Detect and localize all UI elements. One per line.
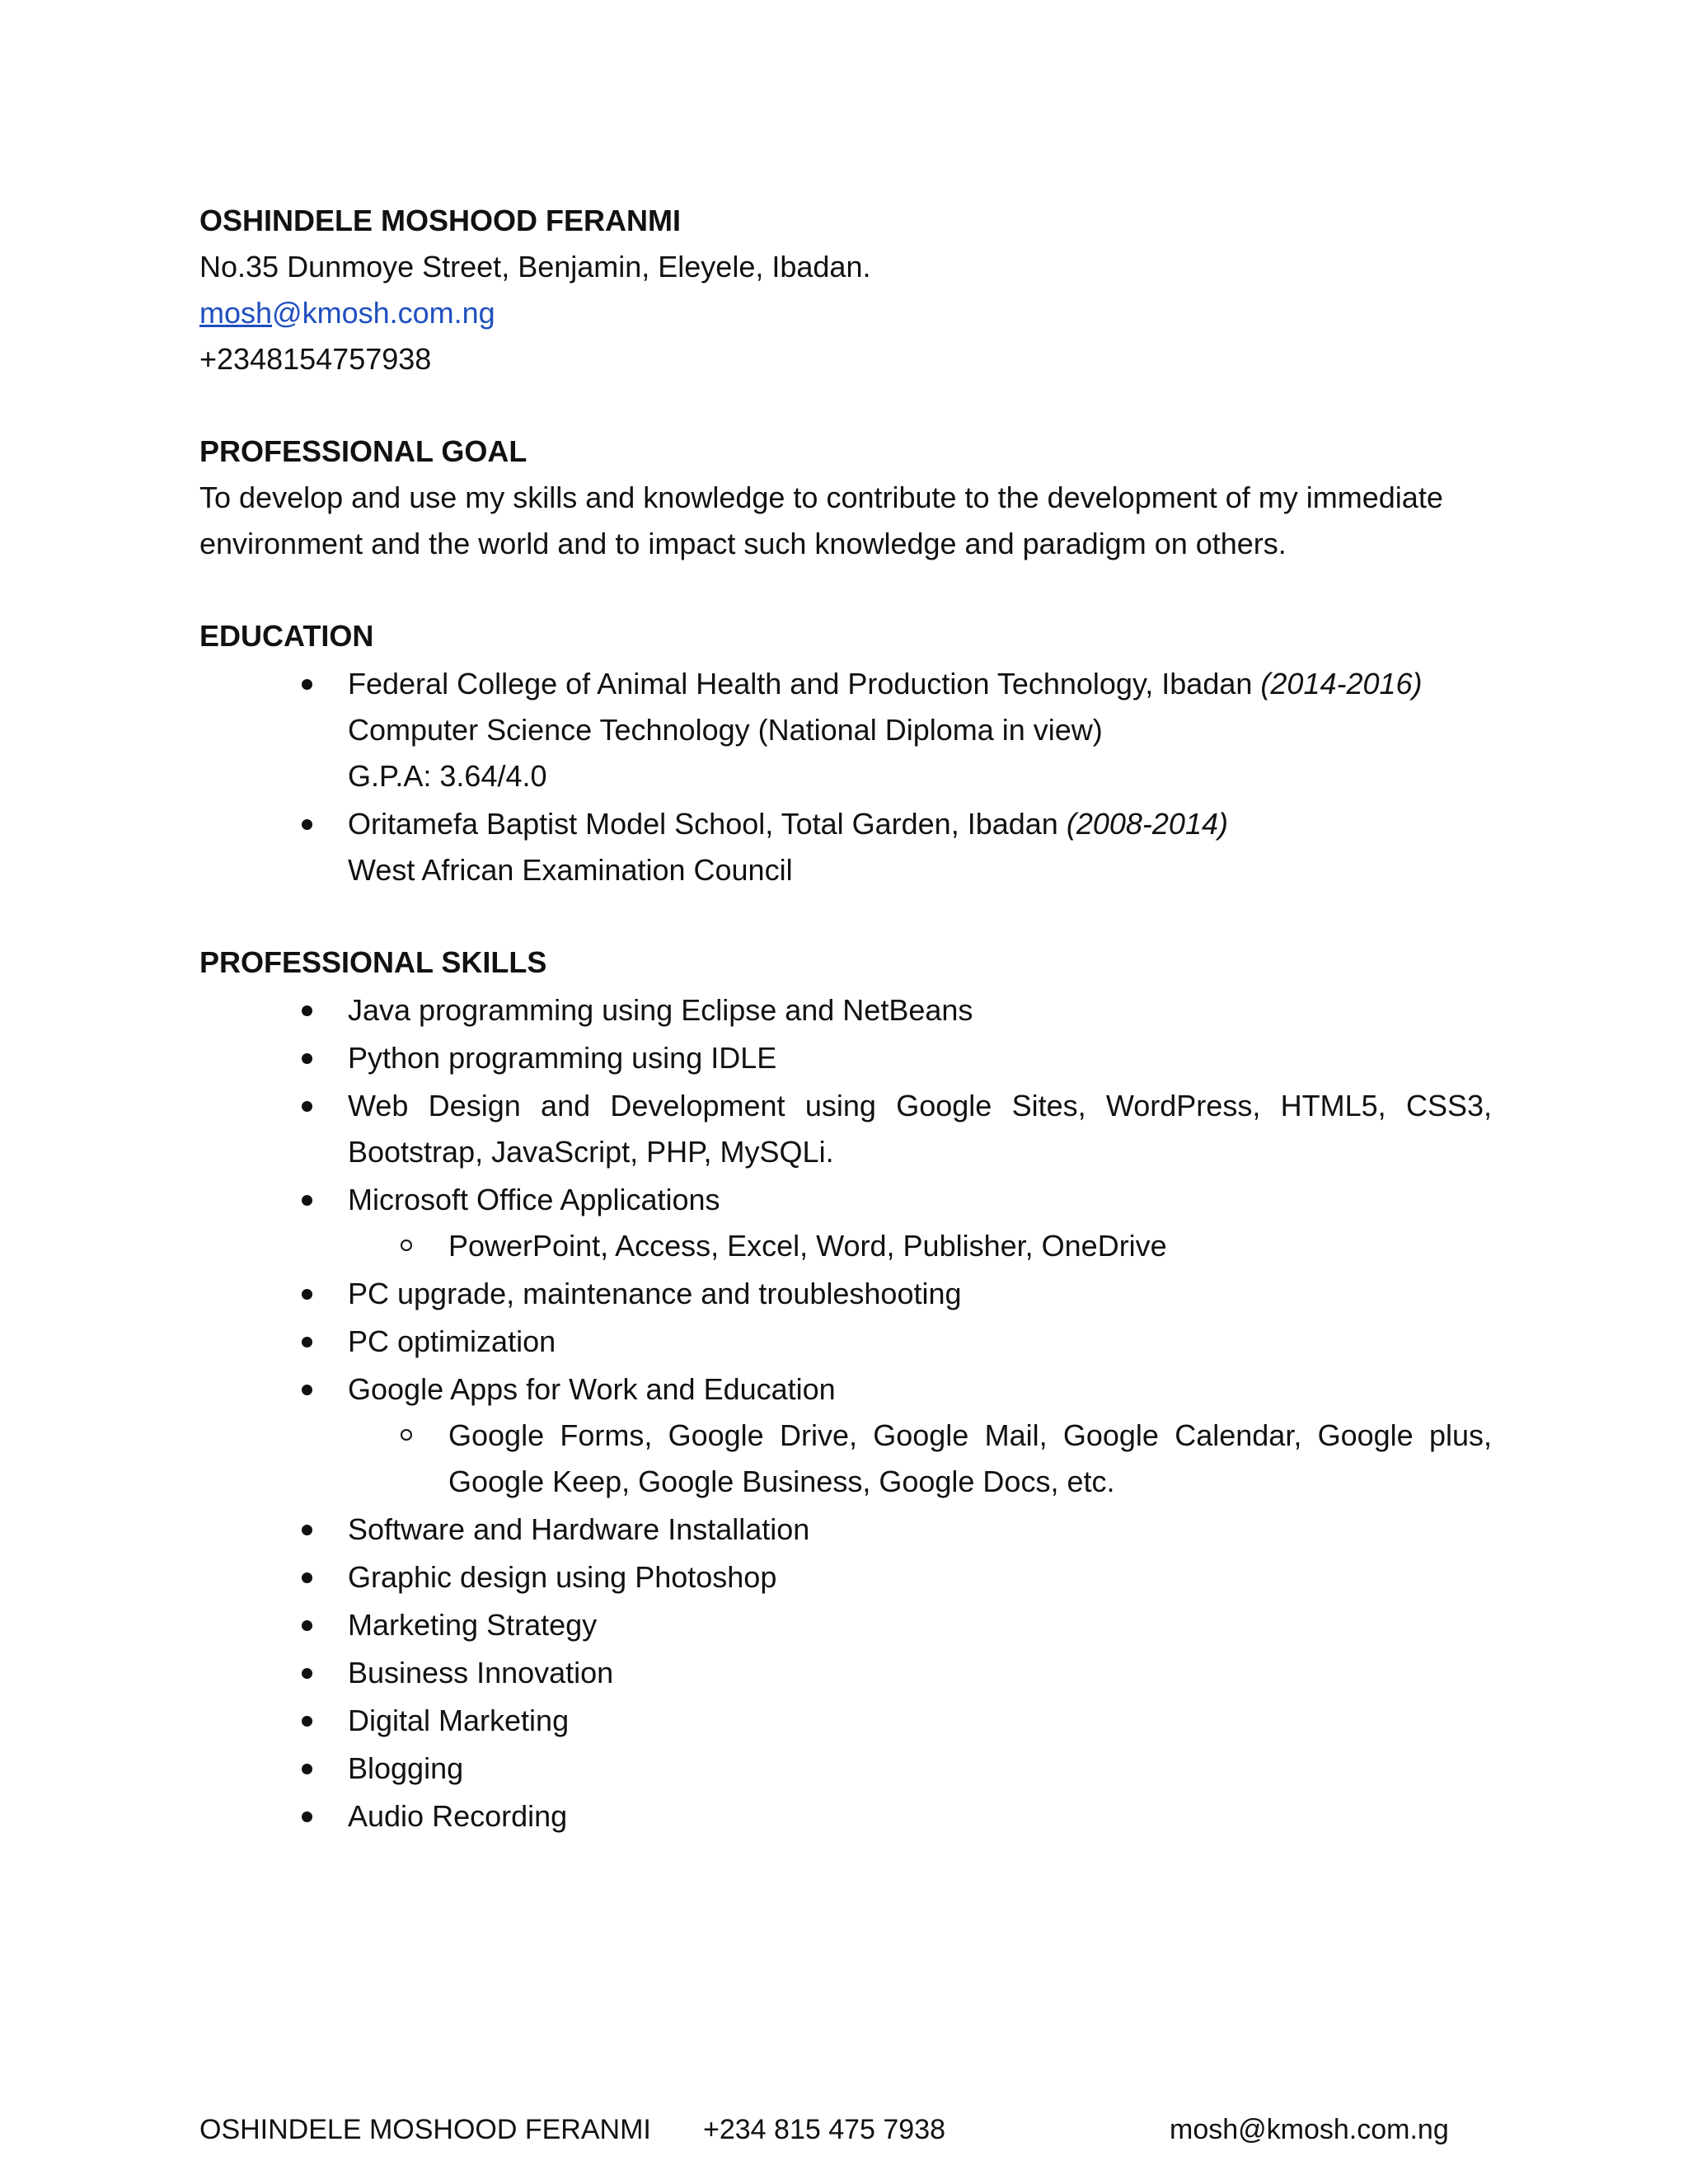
skill-text: PC upgrade, maintenance and troubleshooting — [348, 1277, 962, 1310]
skill-item — [199, 1366, 1492, 1505]
education-detail: Computer Science Technology (National Diploma in view) — [348, 713, 1103, 747]
skill-item — [199, 1083, 1492, 1175]
skill-subitem — [348, 1223, 1492, 1269]
bullet-icon — [302, 1195, 312, 1206]
skill-item — [199, 1319, 1492, 1365]
skill-item — [199, 1507, 1492, 1553]
skill-text: Microsoft Office Applications — [348, 1183, 720, 1216]
footer-name: OSHINDELE MOSHOOD FERANMI — [199, 2114, 651, 2145]
bullet-icon — [302, 819, 312, 830]
skill-subitem — [348, 1413, 1492, 1505]
bullet-icon — [302, 1005, 312, 1016]
professional-skills-heading: PROFESSIONAL SKILLS — [199, 945, 547, 979]
skill-subtext: PowerPoint, Access, Excel, Word, Publisher, OneDrive — [448, 1229, 1167, 1263]
bullet-icon — [302, 1668, 312, 1679]
professional-goal-text: To develop and use my skills and knowledge to contribute to the development of my immediate environment and the world and to impact such knowledge and paradigm on others. — [199, 480, 1443, 560]
bullet-icon — [302, 1716, 312, 1727]
circle-bullet-icon — [401, 1429, 412, 1441]
bullet-icon — [302, 1289, 312, 1300]
skill-text: Web Design and Development using Google Sites, WordPress, HTML5, CSS3, Bootstrap, JavaScript, PHP, MySQLi. — [348, 1089, 1492, 1169]
skill-text: Software and Hardware Installation — [348, 1512, 810, 1546]
email-user: mosh — [199, 296, 273, 330]
skill-text: Python programming using IDLE — [348, 1041, 777, 1075]
footer-email: mosh@kmosh.com.ng — [1170, 2114, 1449, 2145]
bullet-icon — [302, 679, 312, 690]
skill-item — [199, 1554, 1492, 1601]
school-years: (2008-2014) — [1066, 807, 1228, 841]
skill-text: Audio Recording — [348, 1799, 568, 1833]
education-detail: G.P.A: 3.64/4.0 — [348, 759, 547, 793]
address: No.35 Dunmoye Street, Benjamin, Eleyele, Ibadan. — [199, 250, 871, 284]
office-sublist — [199, 1223, 1492, 1269]
skill-item — [199, 1650, 1492, 1696]
skill-item — [199, 1177, 1492, 1269]
email-link[interactable] — [199, 296, 495, 330]
phone: +2348154757938 — [199, 342, 432, 376]
bullet-icon — [302, 1764, 312, 1774]
education-heading: EDUCATION — [199, 619, 374, 653]
skill-text: Blogging — [348, 1751, 464, 1785]
school-name: Federal College of Animal Health and Production Technology, Ibadan — [348, 667, 1253, 701]
skill-subtext: Google Forms, Google Drive, Google Mail, Google Calendar, Google plus, Google Keep, Google Business, Google Docs, etc. — [448, 1418, 1492, 1498]
skill-text: Graphic design using Photoshop — [348, 1560, 777, 1594]
applicant-name: OSHINDELE MOSHOOD FERANMI — [199, 204, 682, 237]
email-line — [199, 290, 1492, 336]
skill-item — [199, 1271, 1492, 1317]
education-list — [199, 661, 1492, 893]
education-item — [199, 801, 1492, 893]
skill-item — [199, 987, 1492, 1033]
skill-text: Digital Marketing — [348, 1704, 570, 1737]
skill-text: Business Innovation — [348, 1656, 614, 1690]
email-domain: @kmosh.com.ng — [272, 296, 495, 330]
skill-item — [199, 1793, 1492, 1840]
page-footer — [199, 2107, 1492, 2153]
education-detail: West African Examination Council — [348, 853, 793, 887]
skill-item — [199, 1602, 1492, 1648]
bullet-icon — [302, 1385, 312, 1395]
circle-bullet-icon — [401, 1240, 412, 1251]
skill-text: PC optimization — [348, 1324, 556, 1358]
bullet-icon — [302, 1053, 312, 1064]
professional-goal-heading: PROFESSIONAL GOAL — [199, 434, 528, 468]
skill-text: Google Apps for Work and Education — [348, 1372, 836, 1406]
google-sublist — [199, 1413, 1492, 1505]
skill-item — [199, 1698, 1492, 1744]
skill-text: Java programming using Eclipse and NetBeans — [348, 993, 973, 1027]
resume-content — [199, 198, 1492, 1840]
bullet-icon — [302, 1525, 312, 1535]
bullet-icon — [302, 1572, 312, 1583]
skill-item — [199, 1035, 1492, 1081]
bullet-icon — [302, 1811, 312, 1822]
skill-text: Marketing Strategy — [348, 1608, 598, 1642]
education-item — [199, 661, 1492, 799]
bullet-icon — [302, 1620, 312, 1631]
footer-phone: +234 815 475 7938 — [703, 2114, 946, 2145]
skill-item — [199, 1746, 1492, 1792]
school-name: Oritamefa Baptist Model School, Total Garden, Ibadan — [348, 807, 1058, 841]
skills-list — [199, 987, 1492, 1840]
bullet-icon — [302, 1337, 312, 1347]
school-years: (2014-2016) — [1260, 667, 1423, 701]
bullet-icon — [302, 1101, 312, 1112]
